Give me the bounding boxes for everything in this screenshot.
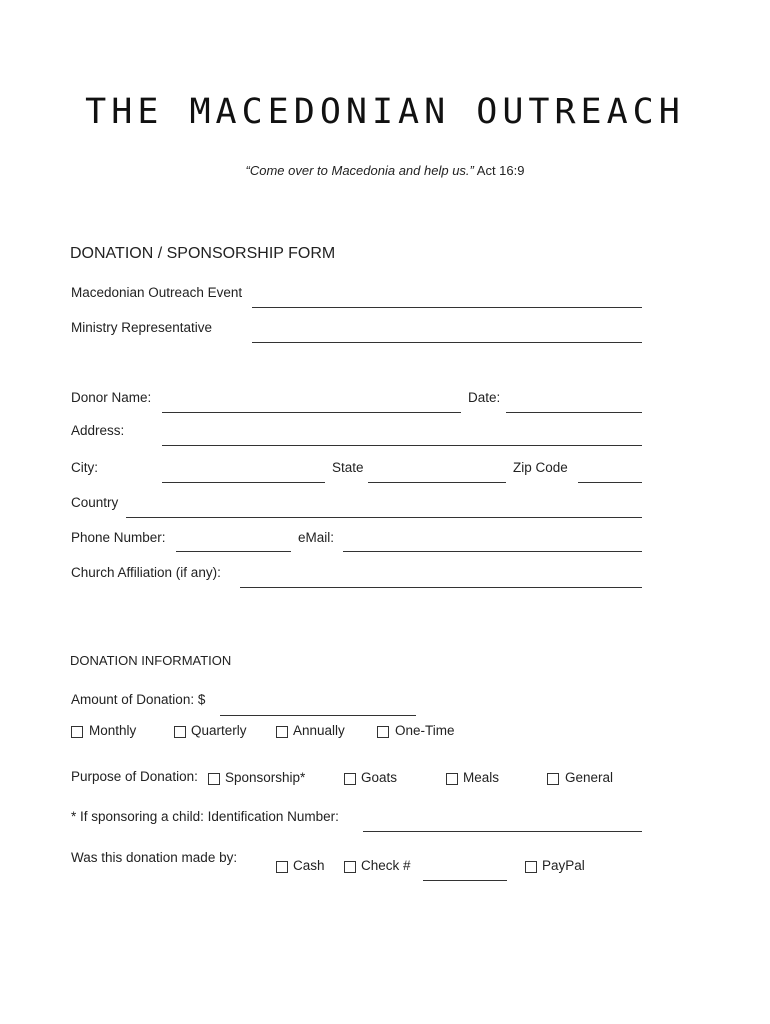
verse-quote: “Come over to Macedonia and help us.” [245, 163, 474, 178]
email-field[interactable] [343, 551, 642, 552]
zip-label: Zip Code [513, 460, 568, 475]
email-label: eMail: [298, 530, 335, 545]
representative-label: Ministry Representative [71, 320, 213, 335]
zip-field[interactable] [578, 482, 642, 483]
phone-label: Phone Number: [71, 530, 166, 545]
cash-checkbox[interactable] [276, 861, 288, 873]
monthly-label: Monthly [89, 723, 137, 738]
paypal-checkbox[interactable] [525, 861, 537, 873]
church-field[interactable] [240, 587, 642, 588]
cash-label: Cash [293, 858, 325, 873]
general-label: General [565, 770, 614, 785]
church-label: Church Affiliation (if any): [71, 565, 221, 580]
event-field[interactable] [252, 307, 642, 308]
sponsorship-label: Sponsorship* [225, 770, 306, 785]
one-time-label: One-Time [395, 723, 455, 738]
check-label: Check # [361, 858, 411, 873]
page-title: THE MACEDONIAN OUTREACH [85, 92, 685, 132]
method-label: Was this donation made by: [71, 850, 238, 865]
purpose-label: Purpose of Donation: [71, 769, 198, 784]
check-checkbox[interactable] [344, 861, 356, 873]
country-label: Country [71, 495, 119, 510]
sponsor-id-field[interactable] [363, 831, 642, 832]
one-time-checkbox[interactable] [377, 726, 389, 738]
donor-name-label: Donor Name: [71, 390, 152, 405]
country-field[interactable] [126, 517, 642, 518]
verse [0, 163, 770, 178]
city-field[interactable] [162, 482, 325, 483]
form-heading: DONATION / SPONSORSHIP FORM [70, 245, 336, 262]
annually-checkbox[interactable] [276, 726, 288, 738]
address-field[interactable] [162, 445, 642, 446]
meals-checkbox[interactable] [446, 773, 458, 785]
address-label: Address: [71, 423, 125, 438]
annually-label: Annually [293, 723, 345, 738]
donor-name-field[interactable] [162, 412, 461, 413]
date-field[interactable] [506, 412, 642, 413]
amount-label: Amount of Donation: $ [71, 692, 206, 707]
state-label: State [332, 460, 364, 475]
monthly-checkbox[interactable] [71, 726, 83, 738]
date-label: Date: [468, 390, 501, 405]
verse-reference: Act 16:9 [473, 163, 525, 178]
amount-field[interactable] [220, 715, 416, 716]
phone-field[interactable] [176, 551, 291, 552]
goats-label: Goats [361, 770, 398, 785]
general-checkbox[interactable] [547, 773, 559, 785]
sponsor-id-label: * If sponsoring a child: Identification Number: [71, 809, 339, 824]
donation-heading: DONATION INFORMATION [70, 653, 232, 668]
city-label: City: [71, 460, 98, 475]
quarterly-label: Quarterly [191, 723, 247, 738]
state-field[interactable] [368, 482, 506, 483]
goats-checkbox[interactable] [344, 773, 356, 785]
meals-label: Meals [463, 770, 500, 785]
paypal-label: PayPal [542, 858, 585, 873]
check-number-field[interactable] [423, 880, 507, 881]
quarterly-checkbox[interactable] [174, 726, 186, 738]
event-label: Macedonian Outreach Event [71, 285, 243, 300]
representative-field[interactable] [252, 342, 642, 343]
sponsorship-checkbox[interactable] [208, 773, 220, 785]
